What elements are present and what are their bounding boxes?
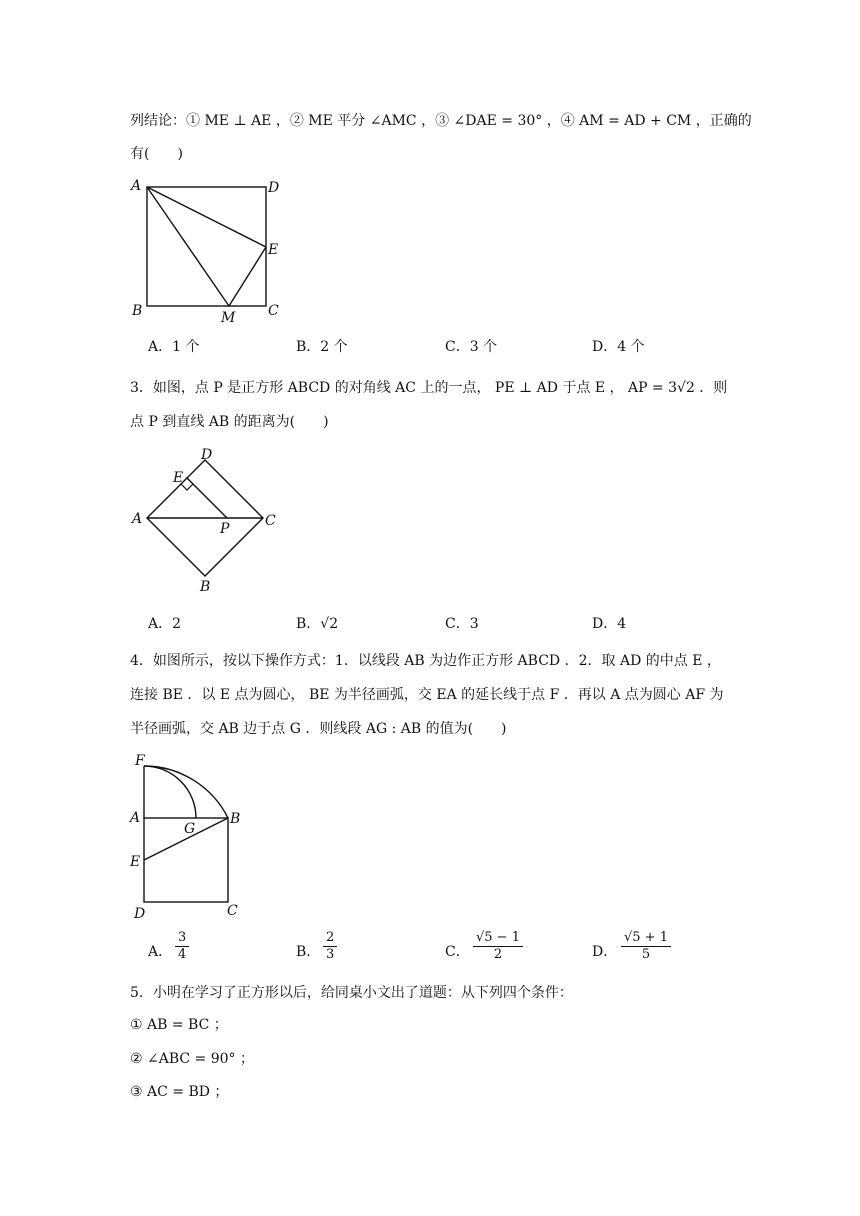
q5-text-line1: 5．小明在学习了正方形以后，给同桌小文出了道题：从下列四个条件： <box>130 985 573 1001</box>
q2-options <box>148 335 728 359</box>
point-label-a: A <box>130 810 141 826</box>
q4-text-line3: 半径画弧，交 AB 边于点 G ．则线段 AG : AB 的值为( ) <box>130 721 507 737</box>
q4-option-a-fraction <box>175 930 189 963</box>
point-label-g: G <box>184 821 196 837</box>
point-label-b: B <box>132 303 143 319</box>
q4-option-c-fraction <box>473 930 523 963</box>
q4-option-d-label: D． <box>592 944 618 960</box>
q4-option-a-label: A． <box>148 944 173 960</box>
q4-figure-golden-ratio <box>125 748 265 923</box>
q3-options <box>148 612 728 636</box>
segment-ae <box>147 187 266 247</box>
point-label-b: B <box>230 811 241 827</box>
segment-me <box>229 247 266 306</box>
segment-am <box>147 187 229 306</box>
q5-condition-2: ② ∠ABC = 90° ； <box>130 1051 254 1067</box>
fraction-denominator: 4 <box>178 947 187 962</box>
q3-figure-diamond <box>125 442 285 597</box>
point-label-c: C <box>268 303 279 319</box>
point-label-d: D <box>134 906 146 922</box>
q2-text-line1: 列结论：① ME ⊥ AE ，② ME 平分 ∠AMC ，③ ∠DAE = 30° ，④ AM = AD + CM ，正确的 <box>130 113 752 129</box>
q4-option-a[interactable] <box>148 940 172 964</box>
q4-option-b-fraction <box>323 930 337 963</box>
point-label-c: C <box>227 903 238 919</box>
q3-option-a[interactable]: A．2 <box>148 616 182 632</box>
q3-text-line2: 点 P 到直线 AB 的距离为( ) <box>130 414 329 430</box>
q4-option-c[interactable] <box>445 940 470 964</box>
q2-option-b[interactable]: B．2 个 <box>296 339 348 355</box>
fraction-denominator: 5 <box>641 947 651 962</box>
q4-option-b-label: B． <box>296 944 321 960</box>
q2-figure-square <box>125 170 295 330</box>
point-label-e: E <box>173 470 184 486</box>
q4-option-b[interactable] <box>296 940 320 964</box>
point-label-c: C <box>265 513 276 529</box>
q2-option-a[interactable]: A．1 个 <box>148 339 200 355</box>
q5-condition-3: ③ AC = BD ； <box>130 1084 229 1100</box>
point-label-p: P <box>220 521 230 537</box>
point-label-f: F <box>135 753 145 769</box>
point-label-b: B <box>200 579 211 595</box>
q2-text-line2: 有( ) <box>130 146 183 162</box>
point-label-e: E <box>130 854 141 870</box>
q5-condition-1: ① AB = BC ； <box>130 1017 228 1033</box>
fraction-numerator: 2 <box>323 930 337 947</box>
fraction-numerator: √5 + 1 <box>621 930 671 947</box>
arc-from-a <box>144 766 196 818</box>
point-label-e: E <box>268 242 279 258</box>
q3-option-c[interactable]: C．3 <box>445 616 479 632</box>
q4-text-line2: 连接 BE ．以 E 点为圆心， BE 为半径画弧，交 EA 的延长线于点 F ．再以 A 点为圆心 AF 为 <box>130 687 724 703</box>
q3-option-d[interactable]: D．4 <box>592 616 627 632</box>
point-label-m: M <box>221 310 236 326</box>
point-label-d: D <box>201 447 213 463</box>
q4-option-d-fraction <box>621 930 671 963</box>
q4-text-line1: 4．如图所示，按以下操作方式：1．以线段 AB 为边作正方形 ABCD ．2．取 AD 的中点 E ， <box>130 653 721 669</box>
q3-option-b[interactable]: B．√2 <box>296 616 339 632</box>
q4-options <box>148 930 728 964</box>
q4-option-d[interactable] <box>592 940 617 964</box>
q2-option-d[interactable]: D．4 个 <box>592 339 645 355</box>
arc-from-e <box>144 766 228 818</box>
q4-option-c-label: C． <box>445 944 470 960</box>
q2-option-c[interactable]: C．3 个 <box>445 339 498 355</box>
fraction-numerator: √5 − 1 <box>473 930 523 947</box>
point-label-a: A <box>131 178 142 194</box>
point-label-d: D <box>268 180 280 196</box>
q3-text-line1: 3．如图，点 P 是正方形 ABCD 的对角线 AC 上的一点， PE ⊥ AD 于点 E ， AP = 3√2 ．则 <box>130 380 728 396</box>
fraction-numerator: 3 <box>175 930 189 947</box>
point-label-a: A <box>132 511 143 527</box>
fraction-denominator: 2 <box>493 947 503 962</box>
fraction-denominator: 3 <box>326 947 335 962</box>
